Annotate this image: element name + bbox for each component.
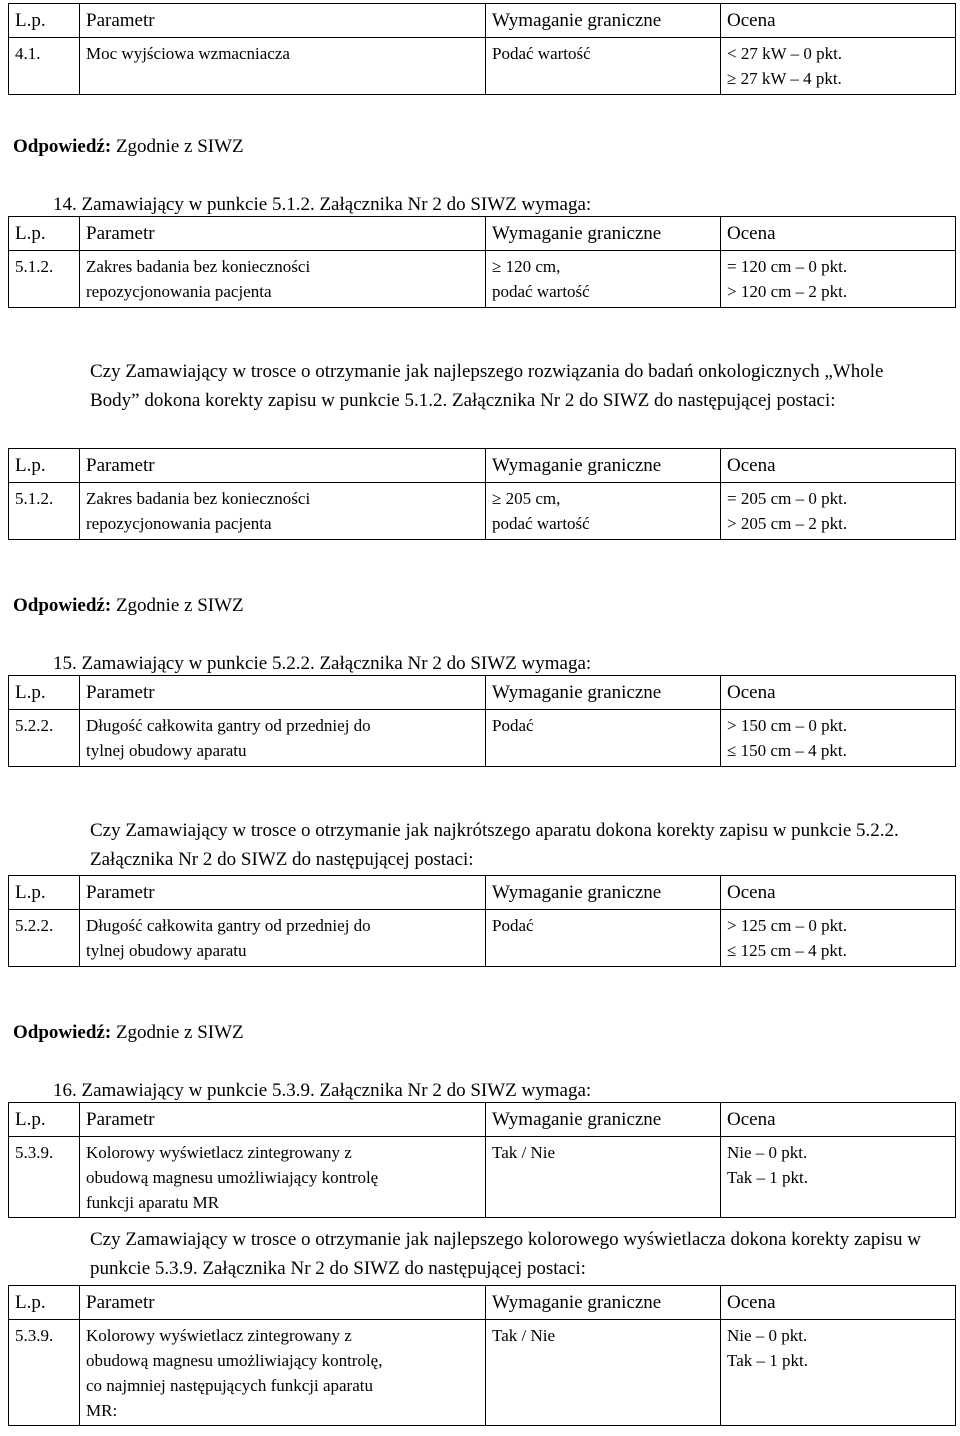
cell-ocena: > 125 cm – 0 pkt. ≤ 125 cm – 4 pkt.: [721, 910, 956, 967]
table-row: [9, 38, 956, 95]
header-ocena: Ocena: [721, 1103, 956, 1137]
cell-lp: 5.1.2.: [9, 483, 80, 540]
spec-table-5-3-9: [8, 1102, 956, 1218]
table-row: [9, 910, 956, 967]
cell-lp: 5.3.9.: [9, 1320, 80, 1426]
header-lp: L.p.: [9, 1103, 80, 1137]
table-row: [9, 710, 956, 767]
cell-param: Zakres badania bez konieczności repozycjonowania pacjenta: [80, 483, 486, 540]
header-param: Parametr: [80, 449, 486, 483]
header-lp: L.p.: [9, 1286, 80, 1320]
cell-ocena: = 205 cm – 0 pkt. > 205 cm – 2 pkt.: [721, 483, 956, 540]
question-14-request: Czy Zamawiający w trosce o otrzymanie jak najlepszego rozwiązania do badań onkologicznych „Whole Body” dokona korekty zapisu w punkcie 5.1.2. Załącznika Nr 2 do SIWZ do następującej postaci:: [90, 361, 884, 411]
answer-text: Zgodnie z SIWZ: [111, 595, 244, 616]
table-header-row: [9, 449, 956, 483]
table-header-row: [9, 4, 956, 38]
header-param: Parametr: [80, 217, 486, 251]
cell-param: Długość całkowita gantry od przedniej do tylnej obudowy aparatu: [80, 910, 486, 967]
header-wym: Wymaganie graniczne: [486, 876, 721, 910]
header-param: Parametr: [80, 1286, 486, 1320]
header-ocena: Ocena: [721, 676, 956, 710]
answer-line: [13, 134, 244, 159]
header-ocena: Ocena: [721, 217, 956, 251]
cell-wym: Podać: [486, 710, 721, 767]
table-header-row: [9, 876, 956, 910]
header-wym: Wymaganie graniczne: [486, 1286, 721, 1320]
cell-param: Moc wyjściowa wzmacniacza: [80, 38, 486, 95]
cell-wym: ≥ 205 cm, podać wartość: [486, 483, 721, 540]
question-16-request: Czy Zamawiający w trosce o otrzymanie jak najlepszego kolorowego wyświetlacza dokona korekty zapisu w punkcie 5.3.9. Załącznika Nr 2 do SIWZ do następującej postaci:: [90, 1229, 921, 1279]
table-header-row: [9, 217, 956, 251]
cell-lp: 4.1.: [9, 38, 80, 95]
header-wym: Wymaganie graniczne: [486, 449, 721, 483]
cell-lp: 5.2.2.: [9, 910, 80, 967]
header-wym: Wymaganie graniczne: [486, 4, 721, 38]
answer-label: Odpowiedź:: [13, 595, 112, 616]
header-lp: L.p.: [9, 4, 80, 38]
header-ocena: Ocena: [721, 1286, 956, 1320]
cell-ocena: = 120 cm – 0 pkt. > 120 cm – 2 pkt.: [721, 251, 956, 308]
cell-ocena: < 27 kW – 0 pkt. ≥ 27 kW – 4 pkt.: [721, 38, 956, 95]
question-14-intro: 14. Zamawiający w punkcie 5.1.2. Załącznika Nr 2 do SIWZ wymaga:: [53, 194, 592, 215]
answer-text: Zgodnie z SIWZ: [111, 136, 244, 157]
header-param: Parametr: [80, 676, 486, 710]
header-lp: L.p.: [9, 217, 80, 251]
header-wym: Wymaganie graniczne: [486, 676, 721, 710]
header-lp: L.p.: [9, 449, 80, 483]
spec-table-4-1: [8, 3, 956, 95]
table-header-row: [9, 676, 956, 710]
header-param: Parametr: [80, 876, 486, 910]
cell-param: Długość całkowita gantry od przedniej do tylnej obudowy aparatu: [80, 710, 486, 767]
header-ocena: Ocena: [721, 876, 956, 910]
spec-table-5-3-9-proposed: [8, 1285, 956, 1426]
header-param: Parametr: [80, 1103, 486, 1137]
cell-param: Kolorowy wyświetlacz zintegrowany z obudową magnesu umożliwiający kontrolę, co najmniej następujących funkcji aparatu MR:: [80, 1320, 486, 1426]
spec-table-5-1-2-proposed: [8, 448, 956, 540]
answer-label: Odpowiedź:: [13, 1022, 112, 1043]
header-wym: Wymaganie graniczne: [486, 217, 721, 251]
cell-wym: Podać: [486, 910, 721, 967]
table-row: [9, 1137, 956, 1218]
header-lp: L.p.: [9, 876, 80, 910]
question-15-request: Czy Zamawiający w trosce o otrzymanie jak najkrótszego aparatu dokona korekty zapisu w punkcie 5.2.2. Załącznika Nr 2 do SIWZ do następującej postaci:: [90, 820, 899, 870]
cell-ocena: Nie – 0 pkt. Tak – 1 pkt.: [721, 1320, 956, 1426]
cell-lp: 5.1.2.: [9, 251, 80, 308]
cell-ocena: Nie – 0 pkt. Tak – 1 pkt.: [721, 1137, 956, 1218]
answer-line: [13, 1020, 244, 1045]
header-lp: L.p.: [9, 676, 80, 710]
question-16-intro: 16. Zamawiający w punkcie 5.3.9. Załącznika Nr 2 do SIWZ wymaga:: [53, 1080, 592, 1101]
cell-wym: Tak / Nie: [486, 1320, 721, 1426]
header-wym: Wymaganie graniczne: [486, 1103, 721, 1137]
cell-wym: Tak / Nie: [486, 1137, 721, 1218]
table-header-row: [9, 1286, 956, 1320]
table-row: [9, 1320, 956, 1426]
cell-param: Zakres badania bez konieczności repozycjonowania pacjenta: [80, 251, 486, 308]
cell-lp: 5.3.9.: [9, 1137, 80, 1218]
spec-table-5-1-2: [8, 216, 956, 308]
cell-wym: Podać wartość: [486, 38, 721, 95]
question-15-intro: 15. Zamawiający w punkcie 5.2.2. Załącznika Nr 2 do SIWZ wymaga:: [53, 653, 592, 674]
header-ocena: Ocena: [721, 4, 956, 38]
cell-param: Kolorowy wyświetlacz zintegrowany z obudową magnesu umożliwiający kontrolę funkcji aparatu MR: [80, 1137, 486, 1218]
cell-wym: ≥ 120 cm, podać wartość: [486, 251, 721, 308]
spec-table-5-2-2: [8, 675, 956, 767]
answer-line: [13, 593, 244, 618]
spec-table-5-2-2-proposed: [8, 875, 956, 967]
header-param: Parametr: [80, 4, 486, 38]
cell-ocena: > 150 cm – 0 pkt. ≤ 150 cm – 4 pkt.: [721, 710, 956, 767]
cell-lp: 5.2.2.: [9, 710, 80, 767]
table-row: [9, 251, 956, 308]
table-header-row: [9, 1103, 956, 1137]
table-row: [9, 483, 956, 540]
answer-label: Odpowiedź:: [13, 136, 112, 157]
header-ocena: Ocena: [721, 449, 956, 483]
answer-text: Zgodnie z SIWZ: [111, 1022, 244, 1043]
